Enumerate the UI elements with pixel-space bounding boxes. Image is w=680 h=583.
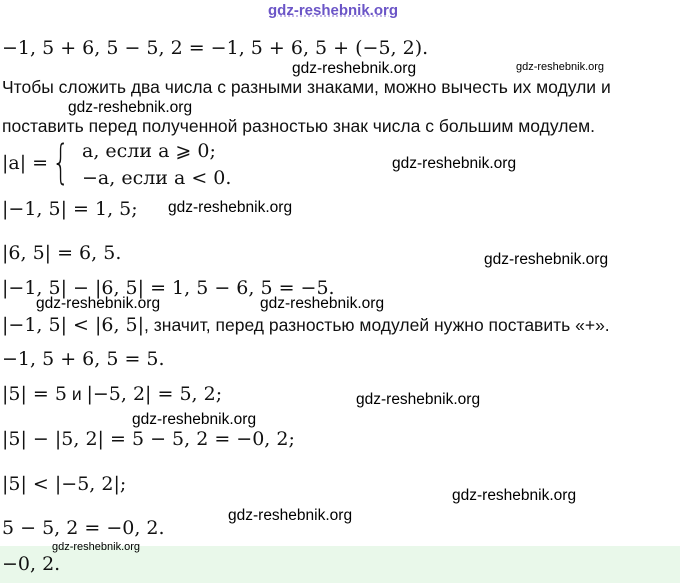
watermark: gdz-reshebnik.org [260, 295, 385, 312]
conjunction-and: и [66, 384, 87, 404]
left-brace-icon: { [52, 135, 70, 189]
watermark: gdz-reshebnik.org [168, 199, 293, 216]
abs-5: |5| = 5 [2, 383, 67, 405]
watermark: gdz-reshebnik.org [452, 487, 577, 504]
rule-paragraph-line-1: Чтобы сложить два числа с разными знаками, можно вычесть их модули и [2, 77, 611, 97]
abs-case-negative: −a, если a < 0. [82, 167, 232, 189]
abs-definition-lhs: |a| = [2, 152, 49, 174]
answer-line: −0, 2. [2, 553, 61, 575]
sum-result-line: −1, 5 + 6, 5 = 5. [2, 348, 165, 370]
rule-paragraph-line-2: поставить перед полученной разностью знак числа с большим модулем. [2, 116, 596, 136]
abs-minus-5-2: |−5, 2| = 5, 2; [86, 383, 223, 405]
expression-line: −1, 5 + 6, 5 − 5, 2 = −1, 5 + 6, 5 + (−5, 2). [2, 37, 429, 59]
abs-values-line [2, 382, 222, 406]
comparison-math: |−1, 5| < |6, 5| [2, 314, 145, 336]
watermark: gdz-reshebnik.org [484, 251, 609, 268]
watermark: gdz-reshebnik.org [292, 60, 417, 77]
watermark: gdz-reshebnik.org [132, 411, 257, 428]
watermark: gdz-reshebnik.org [228, 507, 353, 524]
watermark: gdz-reshebnik.org [516, 61, 605, 73]
module-difference-line: |−1, 5| − |6, 5| = 1, 5 − 6, 5 = −5. [2, 277, 335, 299]
watermark: gdz-reshebnik.org [36, 295, 161, 312]
abs-minus-1-5: |−1, 5| = 1, 5; [2, 198, 138, 220]
watermark: gdz-reshebnik.org [68, 99, 193, 116]
abs-6-5: |6, 5| = 6, 5. [2, 242, 122, 264]
second-difference-line: |5| − |5, 2| = 5 − 5, 2 = −0, 2; [2, 428, 295, 450]
final-calculation-line: 5 − 5, 2 = −0, 2. [2, 517, 165, 539]
abs-case-positive: a, если a ⩾ 0; [82, 140, 216, 162]
watermark: gdz-reshebnik.org [52, 541, 141, 553]
comparison-text: , значит, перед разностью модулей нужно поставить «+». [144, 315, 610, 335]
watermark: gdz-reshebnik.org [356, 391, 481, 408]
site-watermark-top[interactable]: gdz-reshebnik.org [268, 2, 399, 19]
second-comparison-line: |5| < |−5, 2|; [2, 473, 127, 495]
comparison-line [2, 313, 610, 337]
watermark: gdz-reshebnik.org [392, 155, 517, 172]
